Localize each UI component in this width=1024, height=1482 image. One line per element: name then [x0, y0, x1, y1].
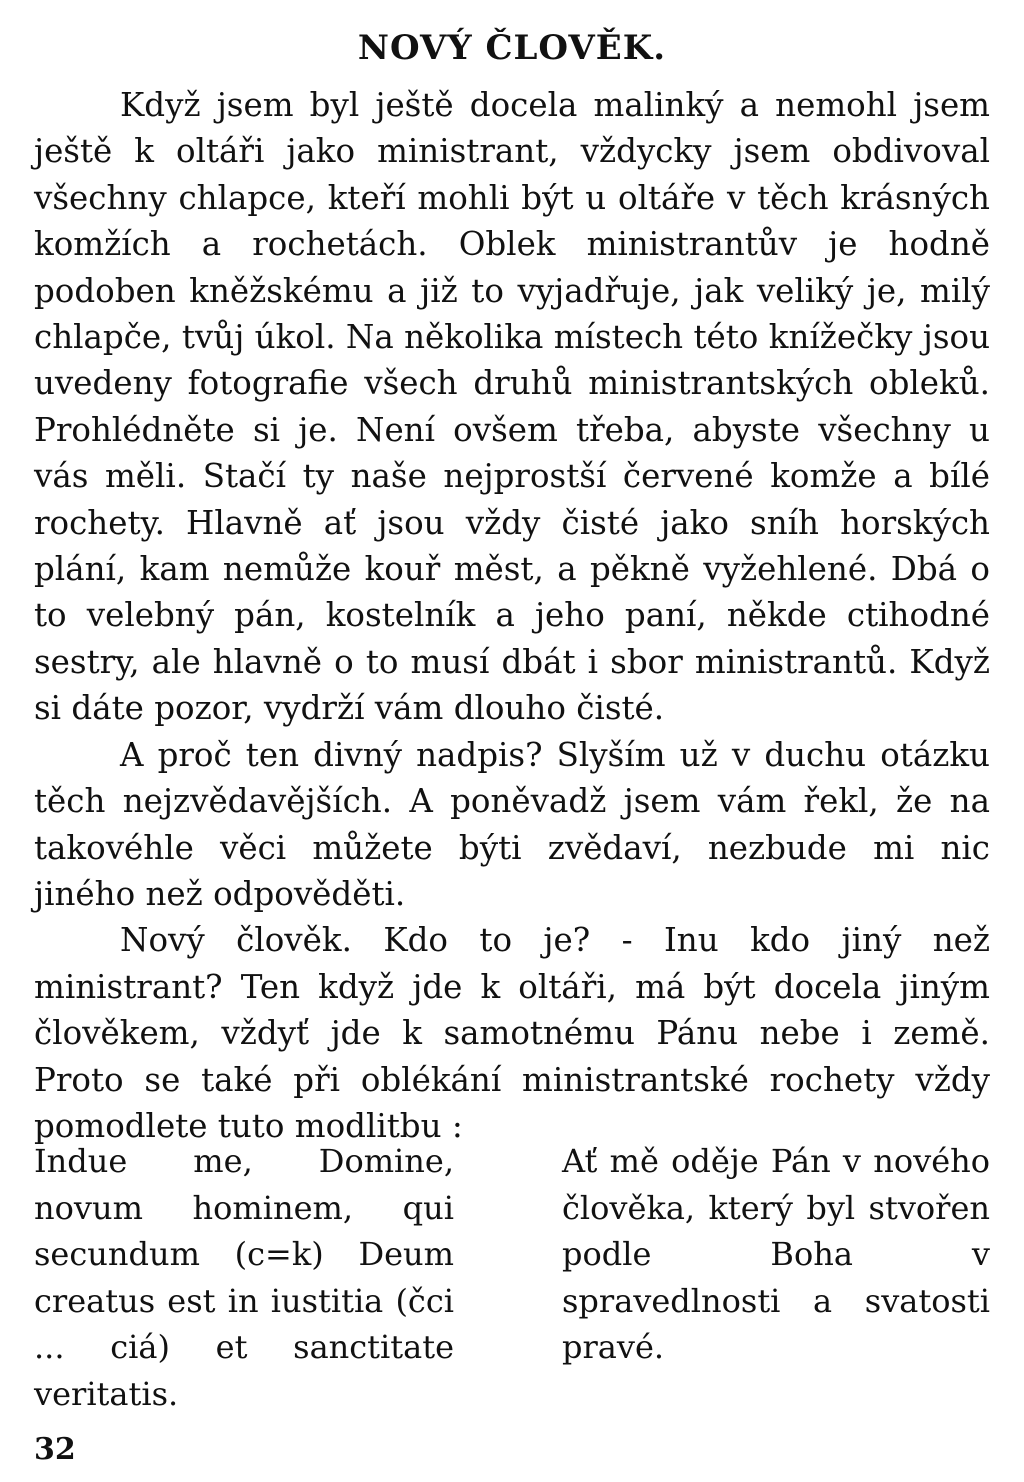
paragraph-3: Nový člověk. Kdo to je? - Inu kdo jiný než ministrant? Ten když jde k oltáři, má být docela jiným člověkem, vždyť jde k samotnému Pánu nebe i země. Proto se také při oblékání ministrantské rochety vždy pomodlete tuto modlitbu : — [34, 921, 990, 1145]
prayer-latin-column: Indue me, Domine, novum hominem, qui secundum (c=k) Deum creatus est in iustitia (čci ... ciá) et sanctitate veritatis. — [34, 1142, 454, 1413]
chapter-title: NOVÝ ČLOVĚK. — [357, 28, 667, 68]
prayer-czech-column: Ať mě oděje Pán v nového člověka, který byl stvořen podle Boha v spravedlnosti a svatosti pravé. — [562, 1142, 990, 1366]
page-number: 32 — [34, 1432, 76, 1467]
paragraph-2: A proč ten divný nadpis? Slyším už v duchu otázku těch nejzvědavějších. A poněvadž jsem vám řekl, že na takovéhle věci můžete býti zvědaví, nezbude mi nic jiného než odpověděti. — [34, 735, 990, 913]
paragraph-1: Když jsem byl ještě docela malinký a nemohl jsem ještě k oltáři jako ministrant, vždycky jsem obdivoval všechny chlapce, kteří mohli být u oltáře v těch krásných komžích a rochetách. Oblek ministrantův je hodně podoben kněžskému a již to vyjadřuje, jak veliký je, milý chlapče, tvůj úkol. Na několika místech této knížečky jsou uvedeny fotografie všech druhů ministrantských obleků. Prohlédněte si je. Není ovšem třeba, abyste všechny u vás měli. Stačí ty naše nejprostší červené komže a bílé rochety. Hlavně ať jsou vždy čisté jako sníh horských plání, kam nemůže kouř měst, a pěkně vyžehlené. Dbá o to velebný pán, kostelník a jeho paní, někde ctihodné sestry, ale hlavně o to musí dbát i sbor ministrantů. Když si dáte pozor, vydrží vám dlouho čisté. — [34, 86, 990, 728]
body-text — [34, 82, 990, 1149]
